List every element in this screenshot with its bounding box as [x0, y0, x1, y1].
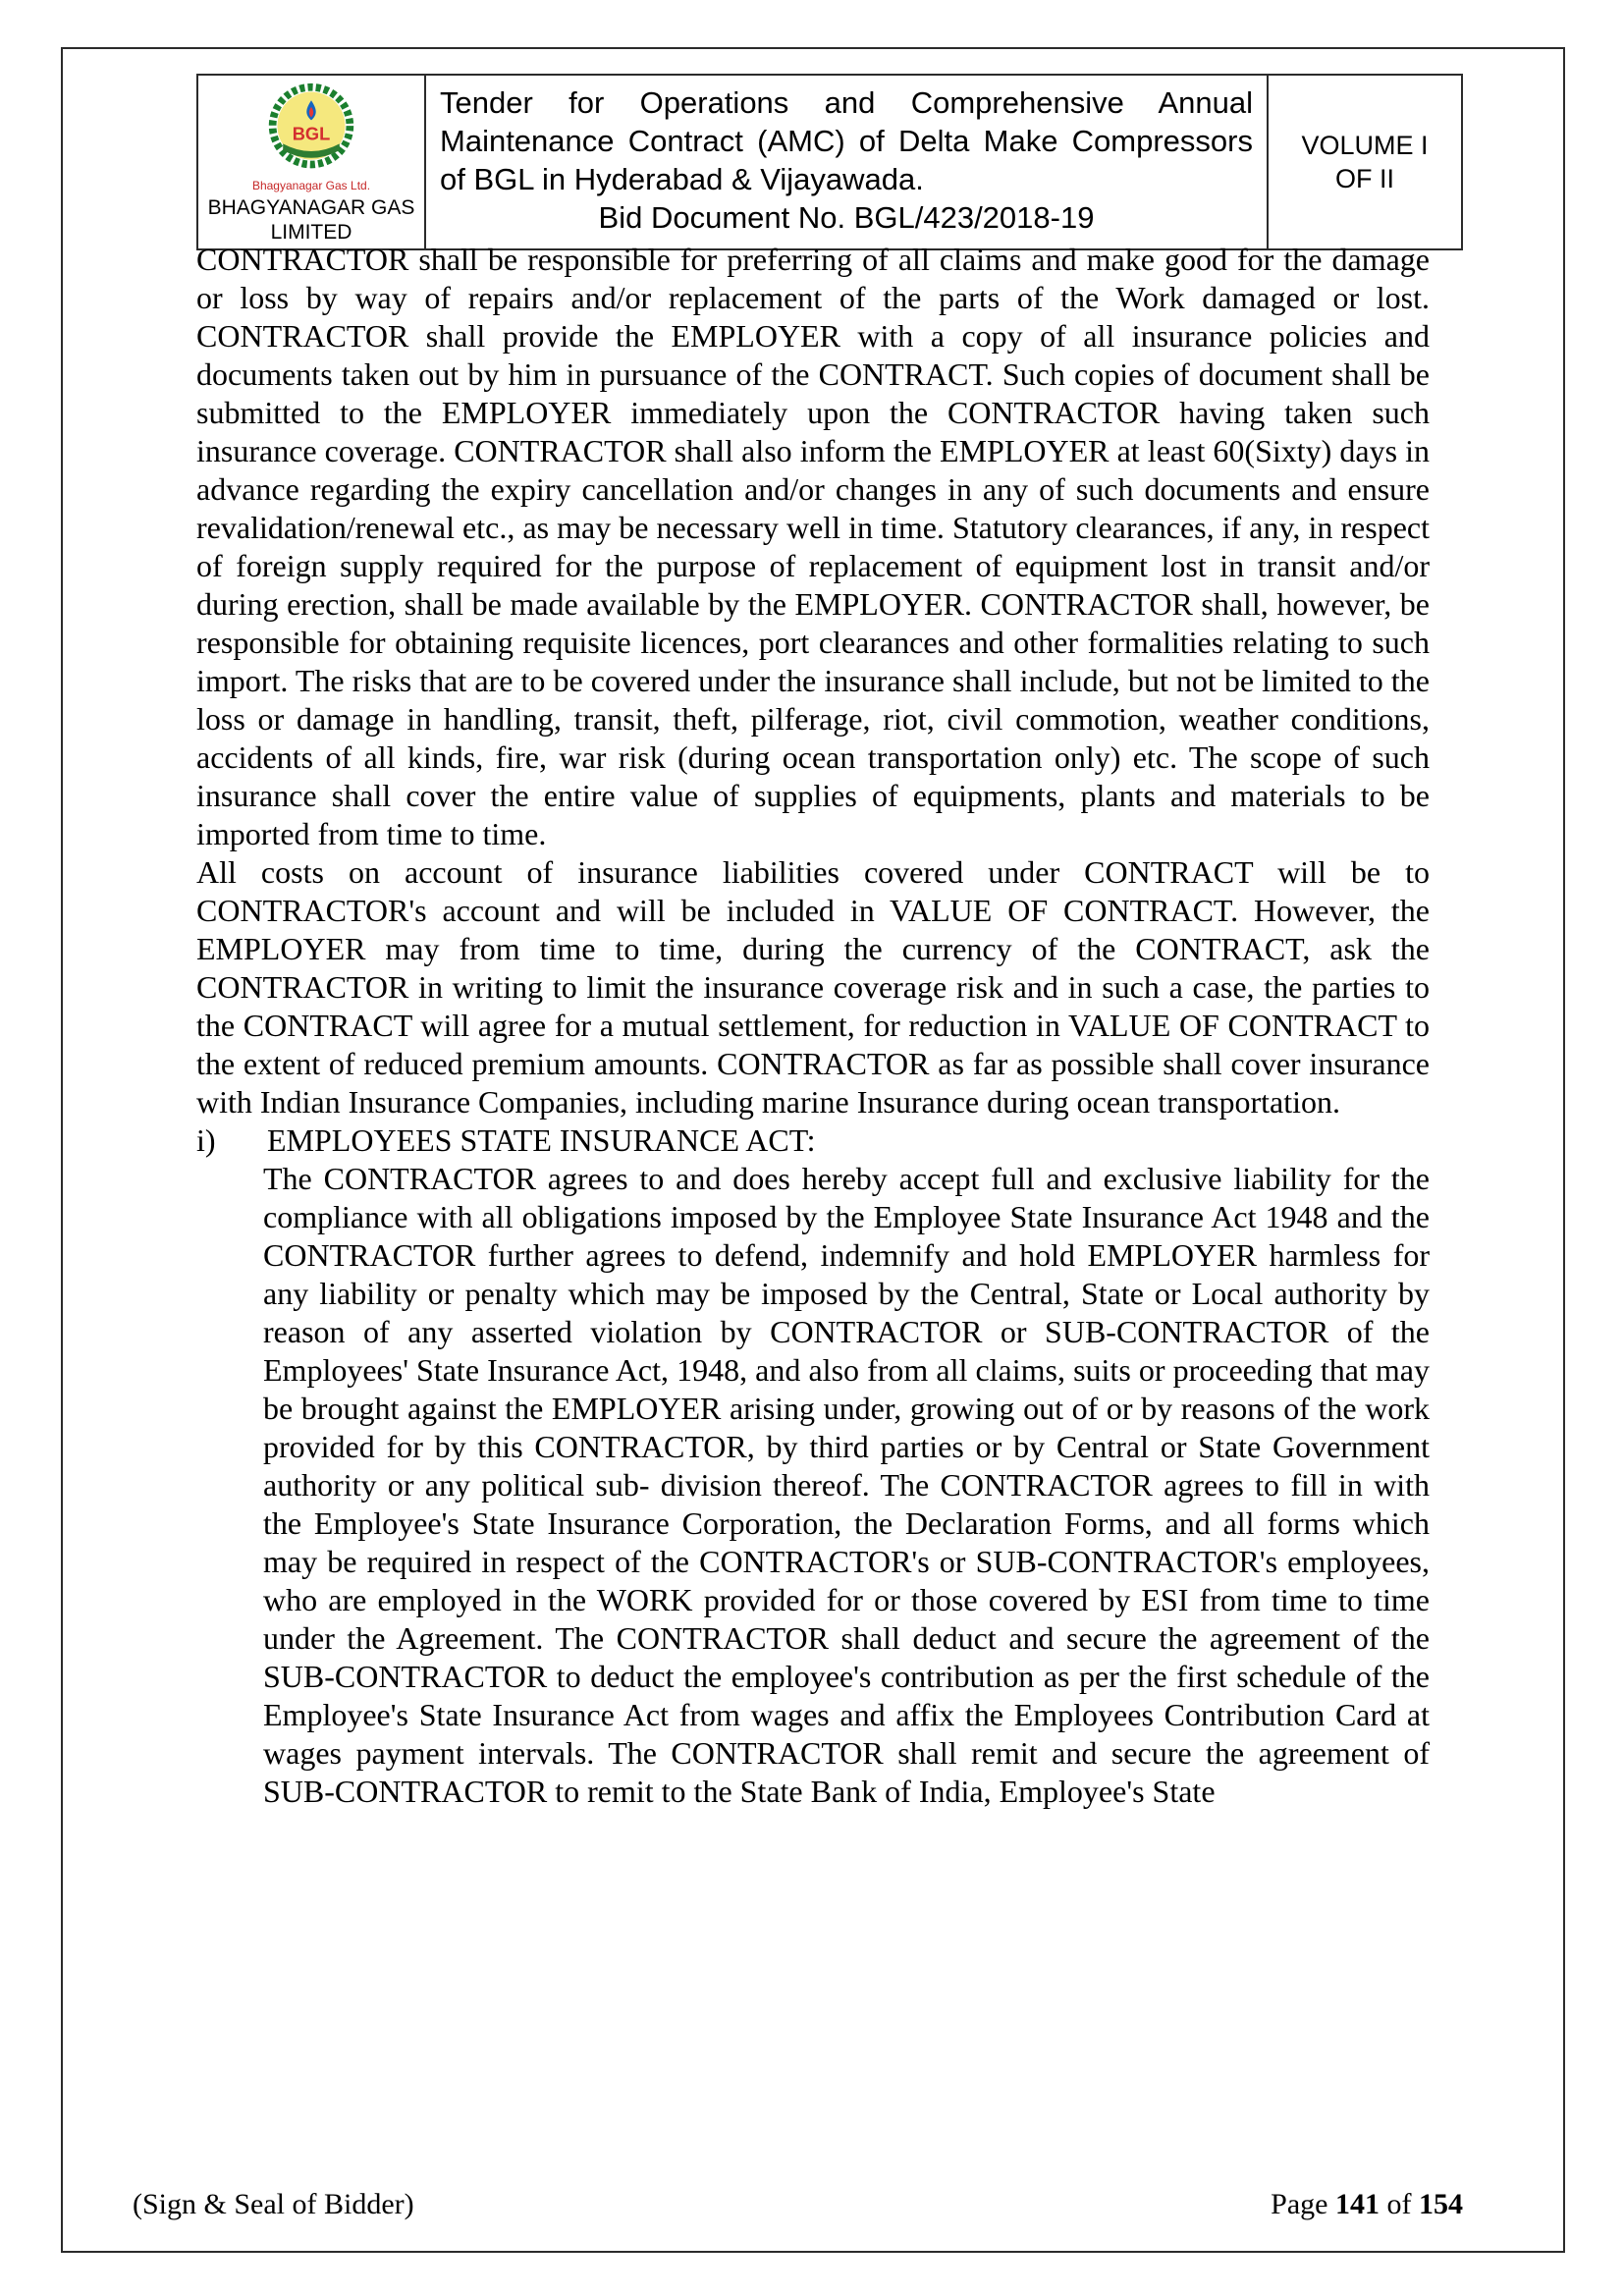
svg-text:BGL: BGL [292, 123, 331, 144]
title-cell [426, 76, 1269, 248]
logo-cell [198, 76, 426, 248]
esi-act-heading-label: EMPLOYEES STATE INSURANCE ACT: [267, 1122, 816, 1158]
bgl-logo-icon [264, 82, 358, 181]
paragraph-insurance-claims: CONTRACTOR shall be responsible for preferring of all claims and make good for the damage or loss by way of repairs and/or replacement of the parts of the Work damaged or lost. CONTRACTOR shall provide the EMPLOYER with a copy of all insurance policies and documents taken out by him in pursuance of the CONTRACT. Such copies of document shall be submitted to the EMPLOYER immediately upon the CONTRACTOR having taken such insurance coverage. CONTRACTOR shall also inform the EMPLOYER at least 60(Sixty) days in advance regarding the expiry cancellation and/or changes in any of such documents and ensure revalidation/renewal etc., as may be necessary well in time. Statutory clearances, if any, in respect of foreign supply required for the purpose of replacement of equipment lost in transit and/or during erection, shall be made available by the EMPLOYER. CONTRACTOR shall, however, be responsible for obtaining requisite licences, port clearances and other formalities relating to such import. The risks that are to be covered under the insurance shall include, but not be limited to the loss or damage in handling, transit, theft, pilferage, riot, civil commotion, weather conditions, accidents of all kinds, fire, war risk (during ocean transportation only) etc. The scope of such insurance shall cover the entire value of supplies of equipments, plants and materials to be imported from time to time. [196, 242, 1430, 851]
page-label: Page [1271, 2188, 1328, 2220]
page-number [1271, 2188, 1463, 2221]
logo-tagline: Bhagyanagar Gas Ltd. [251, 179, 371, 192]
document-body [196, 241, 1430, 1811]
volume-cell [1269, 76, 1461, 248]
volume-line-1: VOLUME I [1301, 131, 1429, 160]
organization-name: BHAGYANAGAR GAS LIMITED [207, 196, 415, 244]
sign-seal-note: (Sign & Seal of Bidder) [133, 2188, 414, 2220]
page-current: 141 [1335, 2188, 1380, 2220]
document-header [196, 74, 1463, 250]
page-total: 154 [1419, 2188, 1463, 2220]
list-marker: i) [196, 1122, 216, 1158]
volume-line-2: OF II [1335, 164, 1394, 193]
bid-document-number: Bid Document No. BGL/423/2018-19 [598, 200, 1095, 235]
of-label: of [1386, 2188, 1412, 2220]
esi-act-heading [196, 1121, 1430, 1160]
paragraph-esi-liability: The CONTRACTOR agrees to and does hereby accept full and exclusive liability for the compliance with all obligations imposed by the Employee State Insurance Act 1948 and the CONTRACTOR further agrees to defend, indemnify and hold EMPLOYER harmless for any liability or penalty which may be imposed by the Central, State or Local authority by reason of any asserted violation by CONTRACTOR or SUB-CONTRACTOR of the Employees' State Insurance Act, 1948, and also from all claims, suits or proceeding that may be brought against the EMPLOYER arising under, growing out of or by reasons of the work provided for by this CONTRACTOR, by third parties or by Central or State Government authority or any political sub- division thereof. The CONTRACTOR agrees to fill in with the Employee's State Insurance Corporation, the Declaration Forms, and all forms which may be required in respect of the CONTRACTOR's or SUB-CONTRACTOR's employees, who are employed in the WORK provided for or those covered by ESI from time to time under the Agreement. The CONTRACTOR shall deduct and secure the agreement of the SUB-CONTRACTOR to deduct the employee's contribution as per the first schedule of the Employee's State Insurance Act from wages and affix the Employees Contribution Card at wages payment intervals. The CONTRACTOR shall remit and secure the agreement of SUB-CONTRACTOR to remit to the State Bank of India, Employee's State [263, 1161, 1430, 1809]
paragraph-insurance-costs: All costs on account of insurance liabilities covered under CONTRACT will be to CONTRACTOR's account and will be included in VALUE OF CONTRACT. However, the EMPLOYER may from time to time, during the currency of the CONTRACT, ask the CONTRACTOR in writing to limit the insurance coverage risk and in such a case, the parties to the CONTRACT will agree for a mutual settlement, for reduction in VALUE OF CONTRACT to the extent of reduced premium amounts. CONTRACTOR as far as possible shall cover insurance with Indian Insurance Companies, including marine Insurance during ocean transportation. [196, 854, 1430, 1120]
tender-title: Tender for Operations and Comprehensive Annual Maintenance Contract (AMC) of Delta Make Compressors of BGL in Hyderabad & Vijayawada. [440, 85, 1253, 196]
